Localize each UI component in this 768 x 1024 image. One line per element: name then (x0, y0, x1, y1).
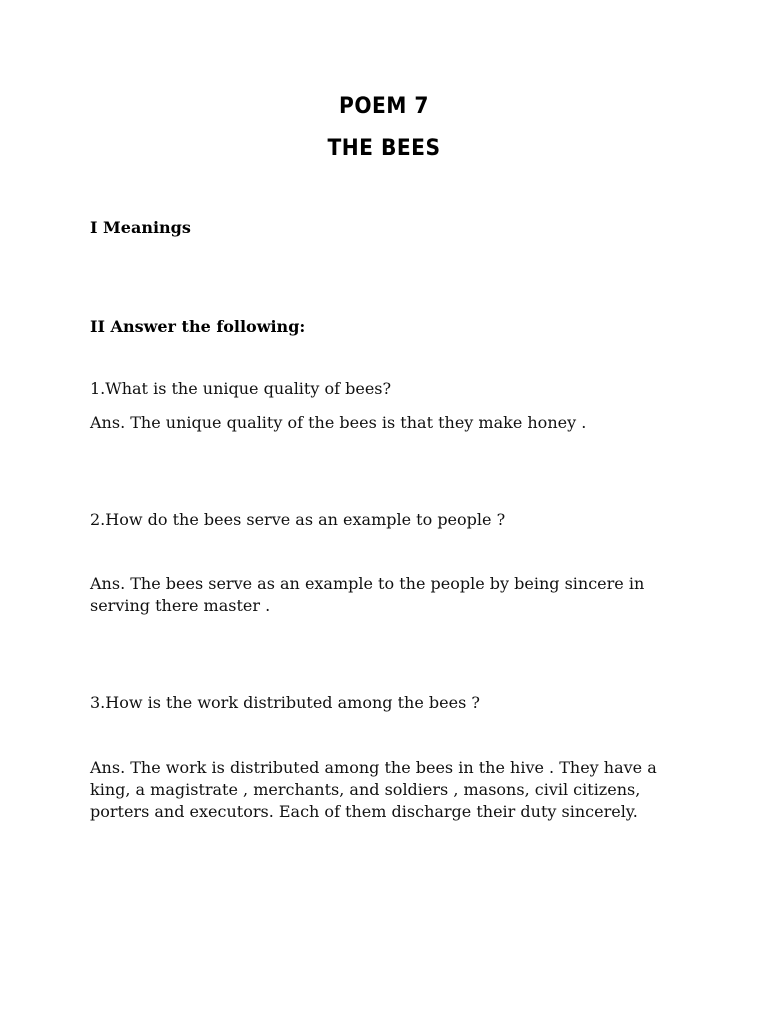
answer-2: Ans. The bees serve as an example to the people by being sincere in serving there master . (90, 574, 645, 615)
poem-title: THE BEES (327, 136, 441, 161)
question-3: 3.How is the work distributed among the bees ? (90, 693, 480, 712)
question-1: 1.What is the unique quality of bees? (90, 379, 392, 398)
section-meanings-heading: I Meanings (90, 218, 191, 237)
section-answer-heading: II Answer the following: (90, 317, 306, 336)
question-2: 2.How do the bees serve as an example to people ? (90, 510, 506, 529)
answer-1: Ans. The unique quality of the bees is that they make honey . (90, 413, 587, 432)
poem-number-title: POEM 7 (339, 94, 429, 119)
answer-3: Ans. The work is distributed among the bees in the hive . They have a king, a magistrate , merchants, and soldiers , masons, civil citizens, porters and executors. Each of them discharge their duty sincerely. (90, 758, 657, 821)
